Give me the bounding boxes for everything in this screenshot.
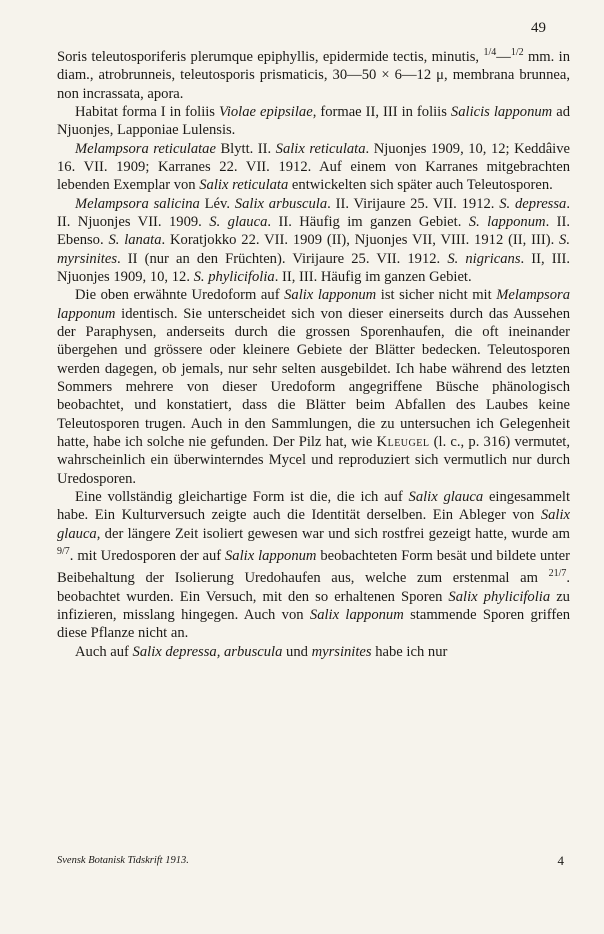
journal-name: Svensk Botanisk Tidskrift 1913. xyxy=(57,855,189,866)
paragraph: Soris teleutosporiferis plerumque epiphyllis, epidermide tectis, minutis, $^{1/4}$—$^{1/2}$ mm. in diam., atrobrunneis, teleutosporis prismaticis, 30—50 × 6—12 μ, membrana brunnea, non incrassata, apora. xyxy=(57,47,570,102)
page-footer xyxy=(57,855,570,866)
paragraph: Melampsora salicina Lév. Salix arbuscula. II. Virijaure 25. VII. 1912. S. depressa. II. Njuonjes VII. 1909. S. glauca. II. Häufig im ganzen Gebiet. S. lapponum. II. Ebenso. S. lanata. Koratjokko 22. VII. 1909 (II), Njuonjes VII, VIII. 1912 (II, III). S. myrsinites. II (nur an den Früchten). Virijaure 25. VII. 1912. S. nigricans. II, III. Njuonjes 1909, 10, 12. S. phylicifolia. II, III. Häufig im ganzen Gebiet. xyxy=(57,195,571,285)
paragraph: Eine vollständig gleichartige Form ist die, die ich auf Salix glauca eingesammelt habe. Ein Kulturversuch zeigte auch die Identität derselben. Ein Ableger von Salix glauca, der längere Zeit isoliert gewesen war und sich rostfrei gezeigt hatte, wurde am $^{9/7}$. mit Uredosporen der auf Salix lapponum beobachteten Form besät und bildete unter Beibehaltung der Isolierung Uredohaufen aus, welche zum erstenmal am $^{21/7}$. beobachtet wurden. Ein Versuch, mit den so erhaltenen Sporen Salix phylicifolia zu infizieren, misslang hingegen. Auch von Salix lapponum stammende Sporen griffen diese Pflanze nicht an. xyxy=(57,489,570,642)
paragraph: Habitat forma I in foliis Violae epipsilae, formae II, III in foliis Salicis lapponum ad Njuonjes, Lapponiae Lulensis. xyxy=(57,103,570,139)
author-name: Kleugel xyxy=(376,434,430,451)
paragraph: Auch auf Salix depressa, arbuscula und myrsinites habe ich nur xyxy=(75,643,448,660)
paragraph: Die oben erwähnte Uredoform auf Salix lapponum ist sicher nicht mit Melampsora lapponum identisch. Sie unterscheidet sich von dieser einerseits durch das Aussehen der Paraphysen, anderseits durch die grossen Sporenhaufen, die oft ineinander übergehen und grössere oder kleinere Gebiete der Blätter bedecken. Teleutosporen werden dagegen, ob jemals, nur sehr selten ausgebildet. Ich habe während des letzten Sommers mehrere von dieser Uredoform angegriffene Büsche phänologisch beobachtet, und konstatiert, dass die Blätter beim Abfallen des Laubes keine Teleutosporen trugen. Auch in den Sammlungen, die zu untersuchen ich Gelegenheit hatte, habe ich solche nie gefunden. Der Pilz hat, wie Kleugel (l. c., p. 316) vermutet, wahrscheinlich ein überwinterndes Mycel und reproduziert sich vermutlich nur durch Uredosporen. xyxy=(57,287,571,487)
page-number: 49 xyxy=(531,20,546,36)
signature-mark: 4 xyxy=(557,853,564,868)
paragraph: Melampsora reticulatae Blytt. II. Salix reticulata. Njuonjes 1909, 10, 12; Keddâive 16. VII. 1909; Karranes 22. VII. 1912. Auf einem von Karranes mitgebrachten lebenden Exemplar von Salix reticulata entwickelten sich später auch Teleutosporen. xyxy=(57,140,571,194)
body-text xyxy=(57,44,570,661)
